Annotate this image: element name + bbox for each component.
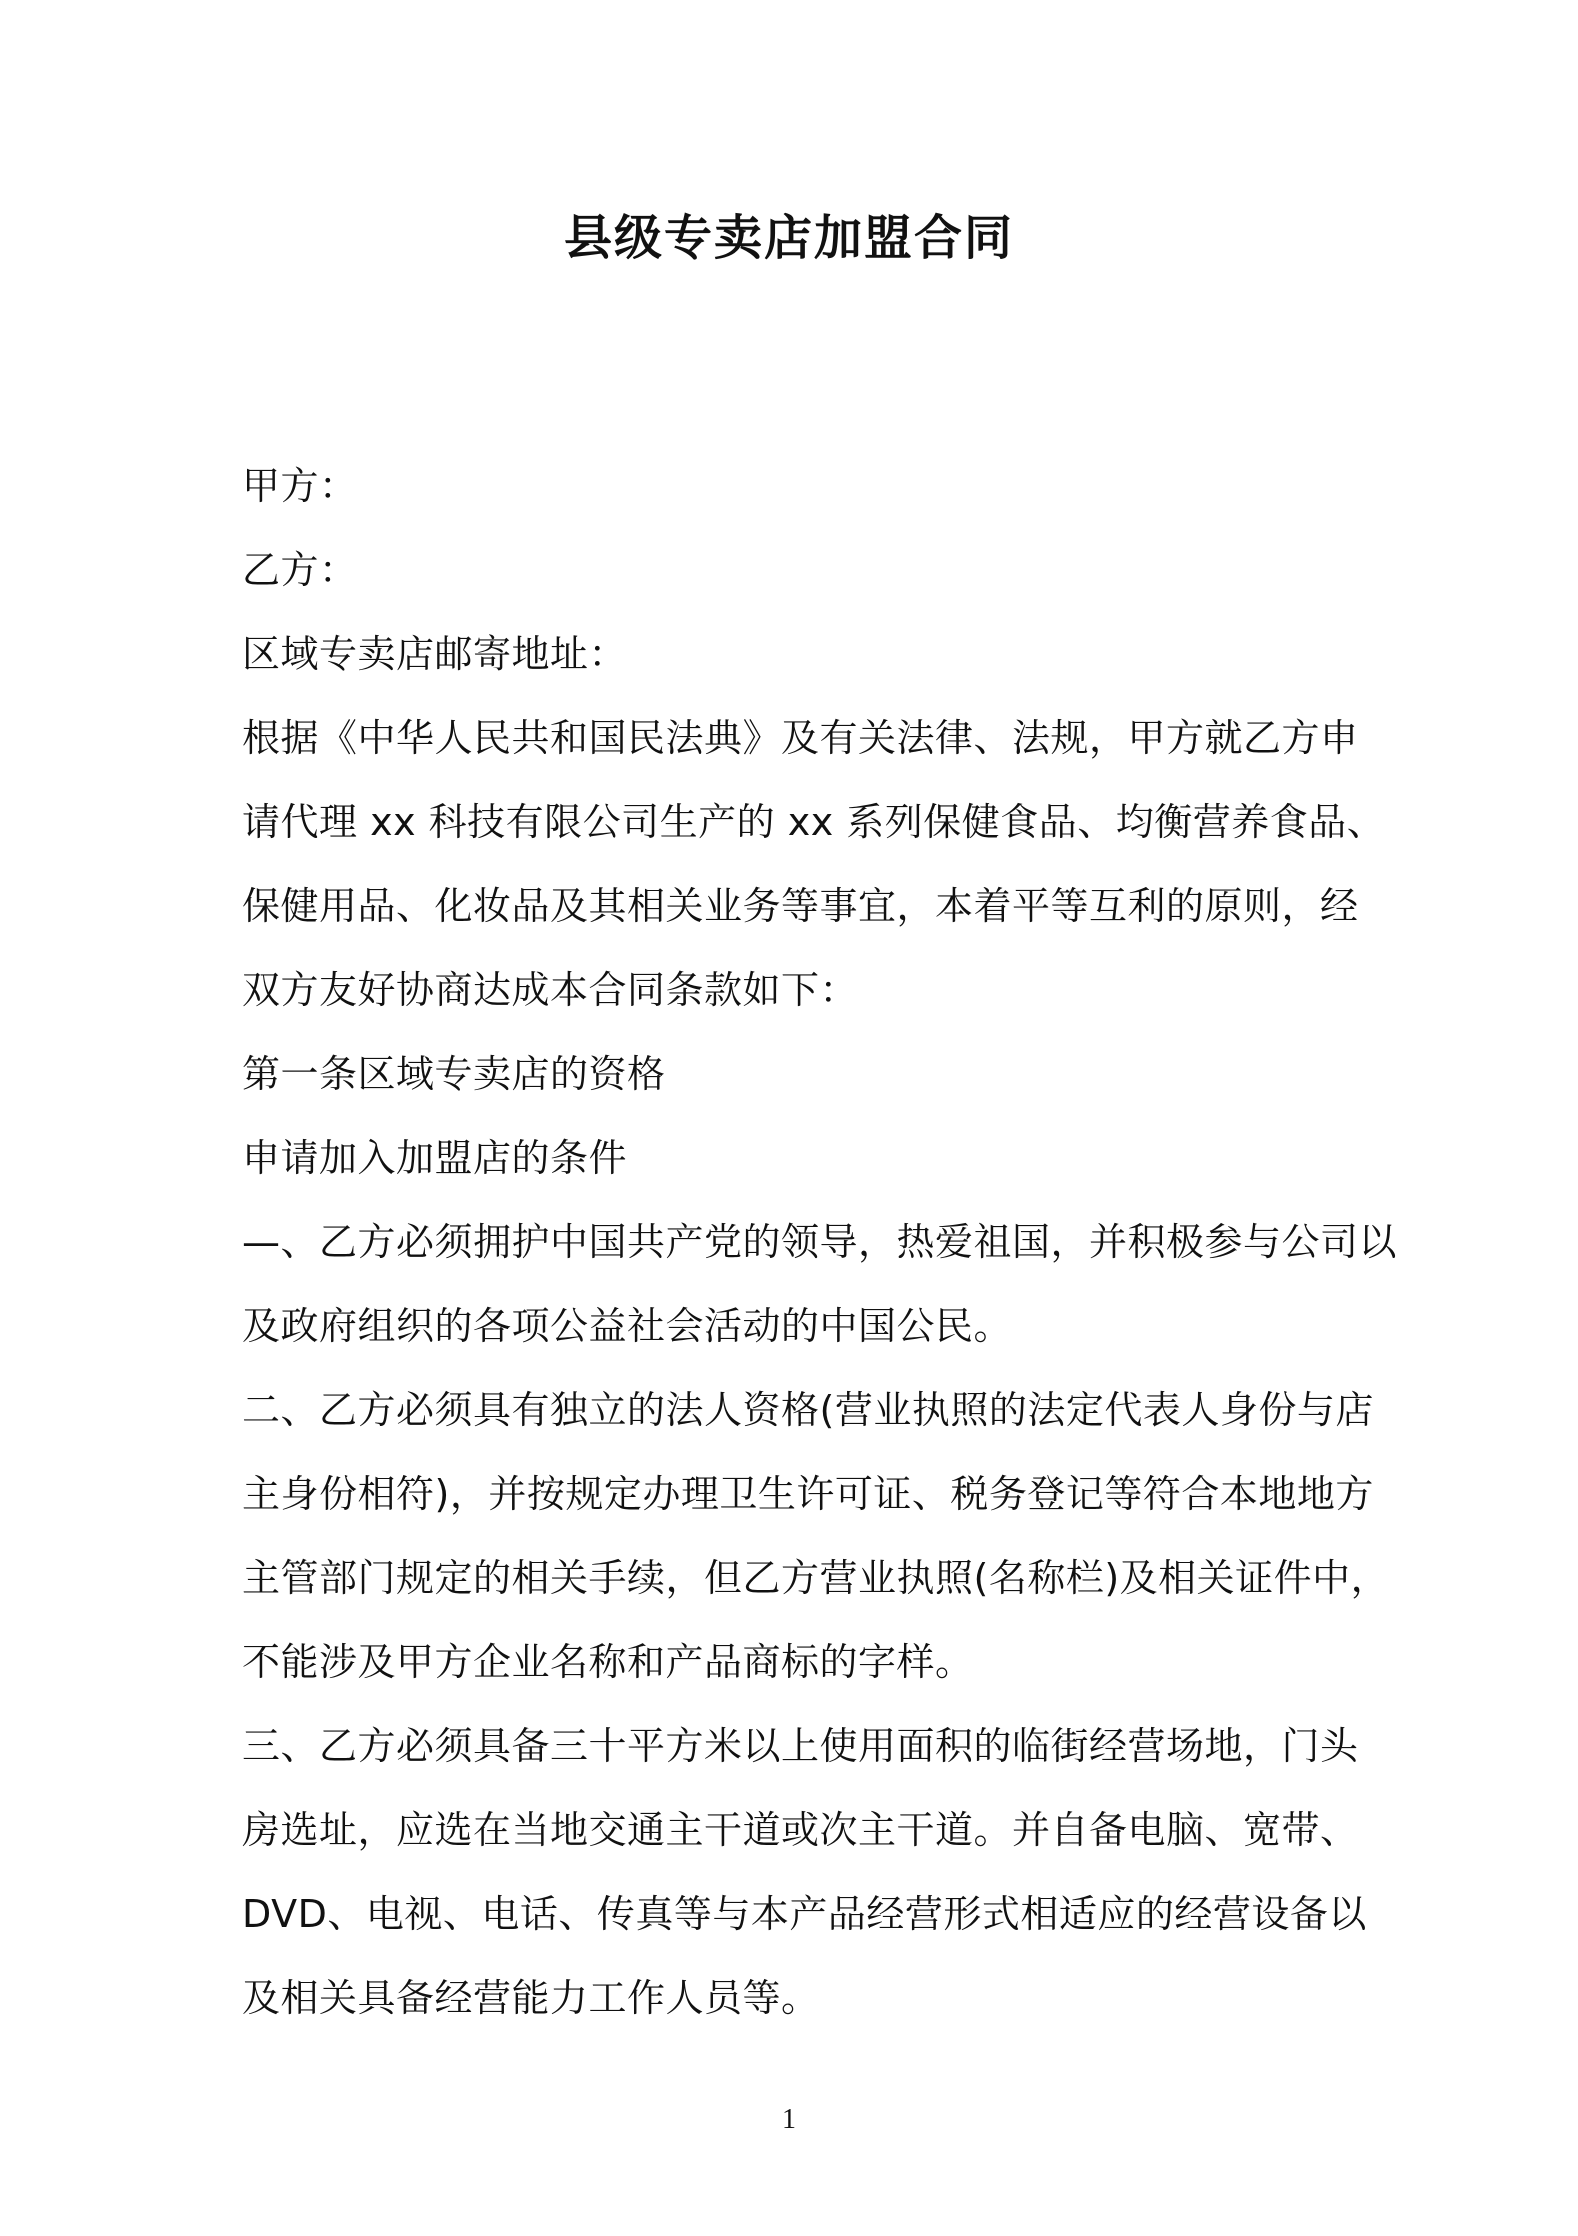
document-title: 县级专卖店加盟合同 xyxy=(563,210,1014,266)
clause-3-line: 及相关具备经营能力工作人员等。 xyxy=(242,1976,820,2020)
article-heading: 第一条区域专卖店的资格 xyxy=(242,1052,666,1096)
clause-3-line: 房选址，应选在当地交通主干道或次主干道。并自备电脑、宽带、 xyxy=(242,1808,1359,1852)
clause-1-line: —、乙方必须拥护中国共产党的领导，热爱祖国，并积极参与公司以 xyxy=(242,1220,1398,1264)
clause-3-line: DVD、电视、电话、传真等与本产品经营形式相适应的经营设备以 xyxy=(242,1892,1367,1936)
clause-3-line: 三、乙方必须具备三十平方米以上使用面积的临街经营场地，门头 xyxy=(242,1724,1359,1768)
clause-1-line: 及政府组织的各项公益社会活动的中国公民。 xyxy=(242,1304,1013,1348)
party-a-line: 甲方： xyxy=(242,464,358,508)
preamble-line: 保健用品、化妆品及其相关业务等事宜，本着平等互利的原则，经 xyxy=(242,884,1359,928)
clause-2-line: 二、乙方必须具有独立的法人资格(营业执照的法定代表人身份与店 xyxy=(242,1388,1374,1432)
party-b-line: 乙方： xyxy=(242,548,358,592)
clause-2-line: 主管部门规定的相关手续，但乙方营业执照(名称栏)及相关证件中， xyxy=(242,1556,1390,1600)
page-number: 1 xyxy=(782,2104,796,2135)
clause-2-line: 主身份相符)，并按规定办理卫生许可证、税务登记等符合本地地方 xyxy=(242,1472,1374,1516)
preamble-line: 请代理 xx 科技有限公司生产的 xx 系列保健食品、均衡营养食品、 xyxy=(242,800,1386,844)
document-body xyxy=(242,444,1398,2040)
preamble-line: 双方友好协商达成本合同条款如下： xyxy=(242,968,859,1012)
preamble-line: 根据《中华人民共和国民法典》及有关法律、法规，甲方就乙方申 xyxy=(242,716,1359,760)
clause-2-line: 不能涉及甲方企业名称和产品商标的字样。 xyxy=(242,1640,974,1684)
mailing-address-line: 区域专卖店邮寄地址： xyxy=(242,632,628,676)
section-heading: 申请加入加盟店的条件 xyxy=(242,1136,628,1180)
